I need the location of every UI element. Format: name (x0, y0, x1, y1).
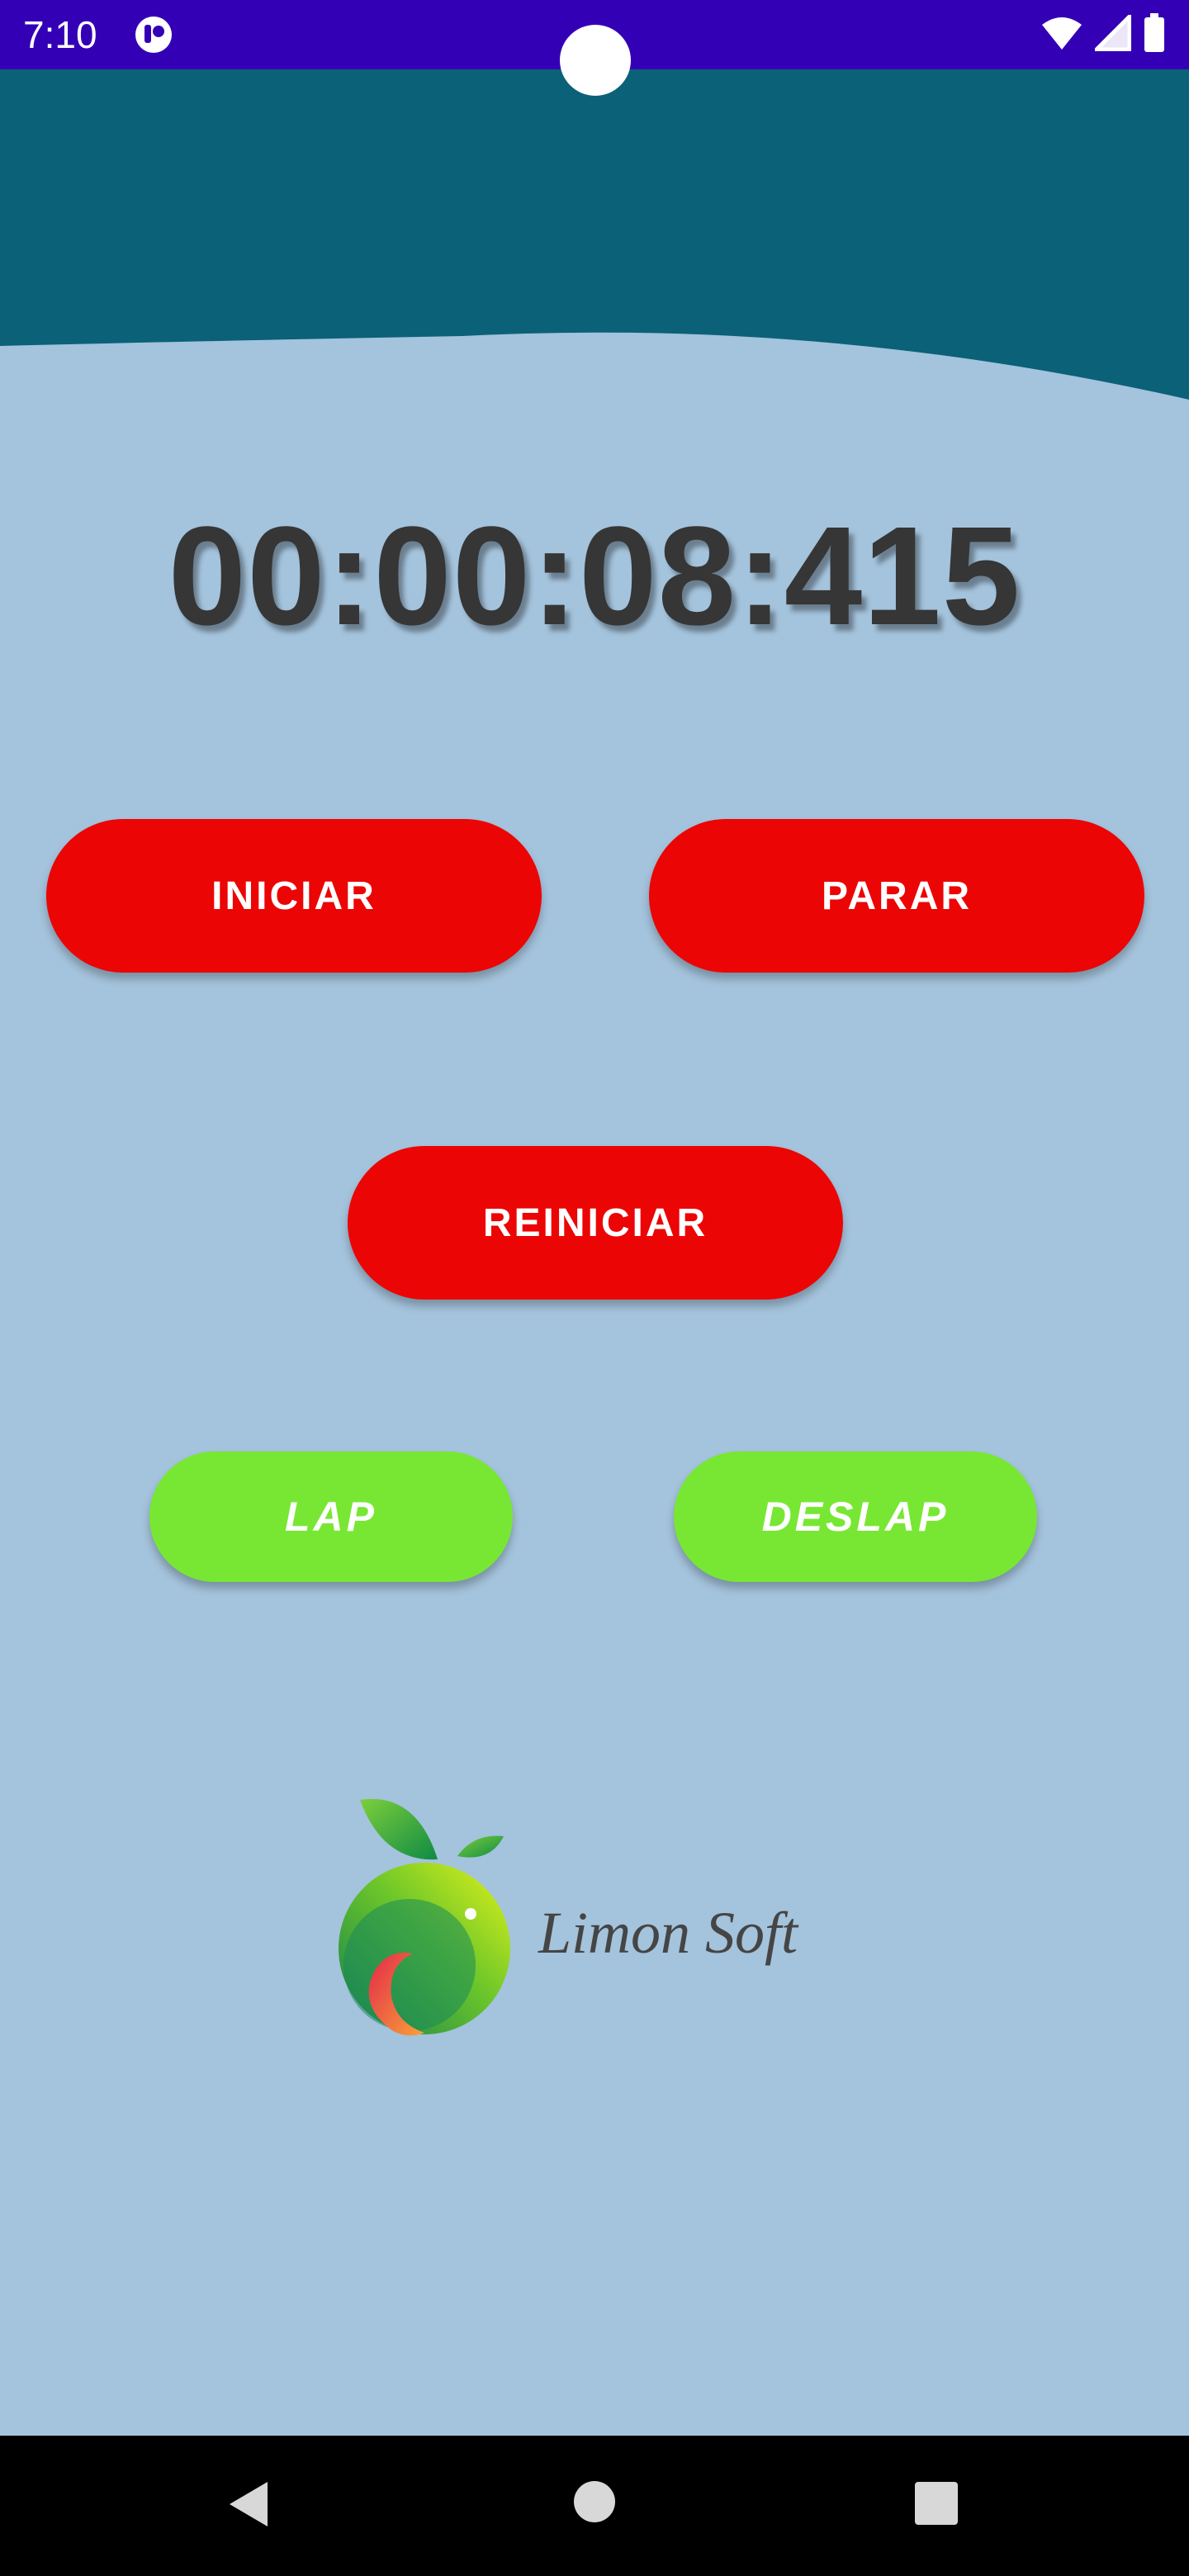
recents-icon[interactable] (915, 2482, 958, 2528)
stop-button[interactable]: PARAR (649, 819, 1144, 973)
reset-button[interactable]: REINICIAR (348, 1146, 843, 1300)
timer-display: 00:00:08:415 (168, 498, 1021, 655)
navigation-bar (0, 2436, 1189, 2576)
app-notification-icon (132, 15, 175, 58)
wifi-icon (1040, 15, 1083, 54)
back-icon[interactable] (223, 2477, 272, 2535)
limon-soft-logo (334, 1792, 846, 2048)
logo-text: Limon Soft (538, 1900, 798, 1966)
unlap-button[interactable]: DESLAP (674, 1451, 1037, 1582)
header-wave (0, 69, 1189, 416)
cell-signal-icon (1095, 15, 1131, 54)
battery-icon (1143, 13, 1166, 56)
lap-button[interactable]: LAP (149, 1451, 513, 1582)
camera-cutout (560, 25, 631, 96)
lemon-logo-icon (334, 1792, 523, 2048)
status-icons (1040, 13, 1166, 56)
home-icon[interactable] (573, 2480, 616, 2526)
status-time: 7:10 (23, 13, 97, 56)
start-button[interactable]: INICIAR (46, 819, 542, 973)
